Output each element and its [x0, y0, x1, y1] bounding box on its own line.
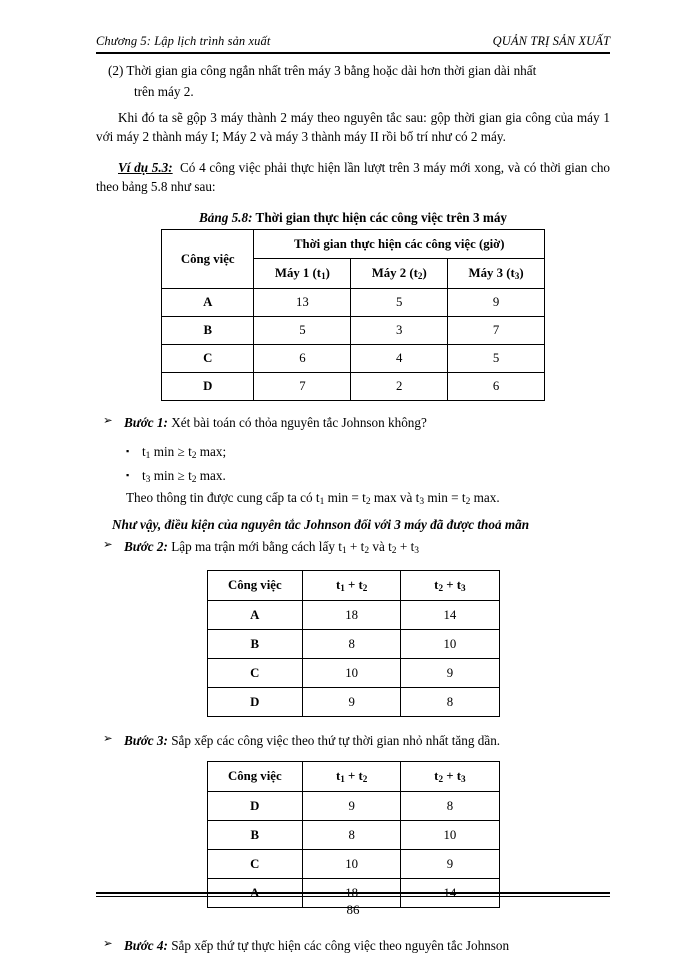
table3-col1-header: $t_1 + t_2$ — [303, 762, 401, 792]
step3-text: Sắp xếp các công việc theo thứ tự thời gian nhỏ nhất tăng dần. — [171, 733, 501, 749]
spacer — [96, 717, 610, 731]
table-row — [207, 630, 499, 659]
table1-caption — [96, 210, 610, 226]
step1-note: Như vậy, điều kiện của nguyên tắc Johnson đối với 3 máy đã được thoả mãn — [112, 517, 530, 533]
table2-cell-c2: 8 — [401, 688, 499, 717]
table1-caption-label: Bảng 5.8: — [198, 210, 253, 226]
table1-wrapper — [161, 229, 545, 401]
running-header-left: Chương 5: Lập lịch trình sản xuất — [96, 34, 271, 48]
spacer — [96, 507, 610, 513]
table1-job: A — [162, 289, 254, 317]
table1-cell-m3: 5 — [448, 345, 545, 373]
arrow-bullet-icon: ➢ — [103, 938, 113, 951]
table1-job: C — [162, 345, 254, 373]
table1-machine2-header: Máy 2 $(t_2)$ — [351, 259, 448, 289]
table2-cell-c1: 10 — [303, 659, 401, 688]
table3-col2-header: $t_2 + t_3$ — [401, 762, 499, 792]
step1-conclusion: Theo thông tin được cung cấp ta có $t_1$ $\min = t_2$ max và $t_3$ $\min = t_2$ max. — [126, 490, 500, 508]
table-merged-matrix — [207, 570, 500, 717]
merge-paragraph: Khi đó ta sẽ gộp 3 máy thành 2 máy theo nguyên tắc sau: gộp thời gian gia công của máy 1 với máy 2 thành máy I; Máy 2 và máy 3 thành máy II rồi bố trí như có 2 máy. — [96, 110, 610, 145]
table3-wrapper — [207, 761, 500, 908]
condition-2-text: $t_3$ $\min \ge t_2$ max. — [142, 467, 226, 485]
step1-label: Bước 1: — [124, 415, 168, 431]
page-content — [96, 34, 610, 958]
header-rule — [96, 52, 610, 54]
spacer — [96, 198, 610, 206]
table1-caption-text: Thời gian thực hiện các công việc trên 3 máy — [255, 210, 508, 226]
table-row — [162, 317, 545, 345]
table1-job: B — [162, 317, 254, 345]
table1-cell-m1: 5 — [254, 317, 351, 345]
step1-condition-2 — [96, 466, 610, 487]
table1-cell-m1: 13 — [254, 289, 351, 317]
table1-cell-m2: 3 — [351, 317, 448, 345]
table3-job: B — [207, 821, 303, 850]
page-number: 86 — [346, 902, 360, 917]
table2-cell-c2: 10 — [401, 630, 499, 659]
table1-cell-m1: 7 — [254, 373, 351, 401]
table1-cell-m2: 5 — [351, 289, 448, 317]
table2-cell-c1: 8 — [303, 630, 401, 659]
spacer — [96, 562, 610, 570]
page-footer — [96, 892, 610, 918]
table3-cell-c1: 8 — [303, 821, 401, 850]
table3-cell-c1: 10 — [303, 850, 401, 879]
table-sorted-matrix — [207, 761, 500, 908]
spacer — [96, 753, 610, 761]
step4-text: Sắp xếp thứ tự thực hiện các công việc theo nguyên tắc Johnson — [171, 938, 510, 954]
step2-heading — [96, 537, 610, 559]
table-row — [207, 659, 499, 688]
rule-2-line2: trên máy 2. — [134, 83, 194, 99]
example-label: Ví dụ 5.3: — [118, 159, 173, 175]
table-row — [207, 688, 499, 717]
table2-col1-header: $t_1 + t_2$ — [303, 571, 401, 601]
table-row — [162, 230, 545, 259]
step4-label: Bước 4: — [124, 938, 168, 954]
table2-cell-c1: 18 — [303, 601, 401, 630]
table1-job: D — [162, 373, 254, 401]
table3-job: A — [207, 879, 303, 908]
table3-job-header: Công việc — [207, 762, 303, 792]
table3-cell-c1: 18 — [303, 879, 401, 908]
spacer — [96, 149, 610, 159]
table3-cell-c2: 9 — [401, 850, 499, 879]
rule-2-line1: (2) Thời gian gia công ngắn nhất trên máy 3 bằng hoặc dài hơn thời gian dài nhất — [108, 63, 537, 78]
spacer — [96, 401, 610, 413]
table2-cell-c1: 9 — [303, 688, 401, 717]
table1-cell-m3: 6 — [448, 373, 545, 401]
table2-job-header: Công việc — [207, 571, 303, 601]
table-row — [207, 792, 499, 821]
table3-cell-c2: 8 — [401, 792, 499, 821]
table-row — [207, 762, 499, 792]
step2-label: Bước 2: — [124, 539, 168, 555]
step2-text: Lập ma trận mới bằng cách lấy $t_1 + t_2$ và $t_2 + t_3$ — [171, 539, 419, 557]
step3-label: Bước 3: — [124, 733, 168, 749]
table3-cell-c2: 10 — [401, 821, 499, 850]
table1-cell-m1: 6 — [254, 345, 351, 373]
table-row — [162, 373, 545, 401]
table1-machine3-header: Máy 3 $(t_3)$ — [448, 259, 545, 289]
step4-heading — [96, 936, 610, 955]
step1-condition-1 — [96, 442, 610, 463]
table2-col2-header: $t_2 + t_3$ — [401, 571, 499, 601]
table-row — [162, 289, 545, 317]
table2-wrapper — [207, 570, 500, 717]
square-bullet-icon: ▪ — [126, 469, 130, 480]
table-row — [207, 850, 499, 879]
table1-cell-m2: 4 — [351, 345, 448, 373]
footer-rule-thick — [96, 892, 610, 894]
table2-cell-c2: 14 — [401, 601, 499, 630]
spacer — [96, 924, 610, 936]
table1-cell-m3: 9 — [448, 289, 545, 317]
table1-cell-m3: 7 — [448, 317, 545, 345]
square-bullet-icon: ▪ — [126, 445, 130, 456]
table-time-3-machines — [161, 229, 545, 401]
table3-cell-c1: 9 — [303, 792, 401, 821]
table1-cell-m2: 2 — [351, 373, 448, 401]
table2-cell-c2: 9 — [401, 659, 499, 688]
condition-1-text: $t_1$ $\min \ge t_2$ max; — [142, 443, 227, 461]
running-header-right: QUẢN TRỊ SẢN XUẤT — [492, 34, 610, 48]
table3-job: D — [207, 792, 303, 821]
table1-machine1-header: Máy 1 $(t_1)$ — [254, 259, 351, 289]
running-header — [96, 34, 610, 51]
table-row — [162, 345, 545, 373]
example-text: Có 4 công việc phải thực hiện lần lượt trên 3 máy mới xong, và có thời gian cho theo bảng 5.8 như sau: — [96, 159, 611, 194]
table2-job: D — [207, 688, 303, 717]
table1-job-header: Công việc — [162, 230, 254, 289]
arrow-bullet-icon: ➢ — [103, 415, 113, 428]
table-row — [207, 821, 499, 850]
table3-job: C — [207, 850, 303, 879]
table3-cell-c2: 14 — [401, 879, 499, 908]
table-row — [207, 571, 499, 601]
table1-span-header: Thời gian thực hiện các công việc (giờ) — [254, 230, 545, 259]
table2-job: A — [207, 601, 303, 630]
table2-job: C — [207, 659, 303, 688]
footer-rule-thin — [96, 896, 610, 897]
table2-job: B — [207, 630, 303, 659]
step1-heading — [96, 413, 610, 432]
arrow-bullet-icon: ➢ — [103, 733, 113, 746]
step3-heading — [96, 731, 610, 750]
example-paragraph — [96, 159, 610, 196]
table-row — [207, 601, 499, 630]
step1-text: Xét bài toán có thỏa nguyên tắc Johnson không? — [171, 415, 427, 431]
arrow-bullet-icon: ➢ — [103, 539, 113, 552]
